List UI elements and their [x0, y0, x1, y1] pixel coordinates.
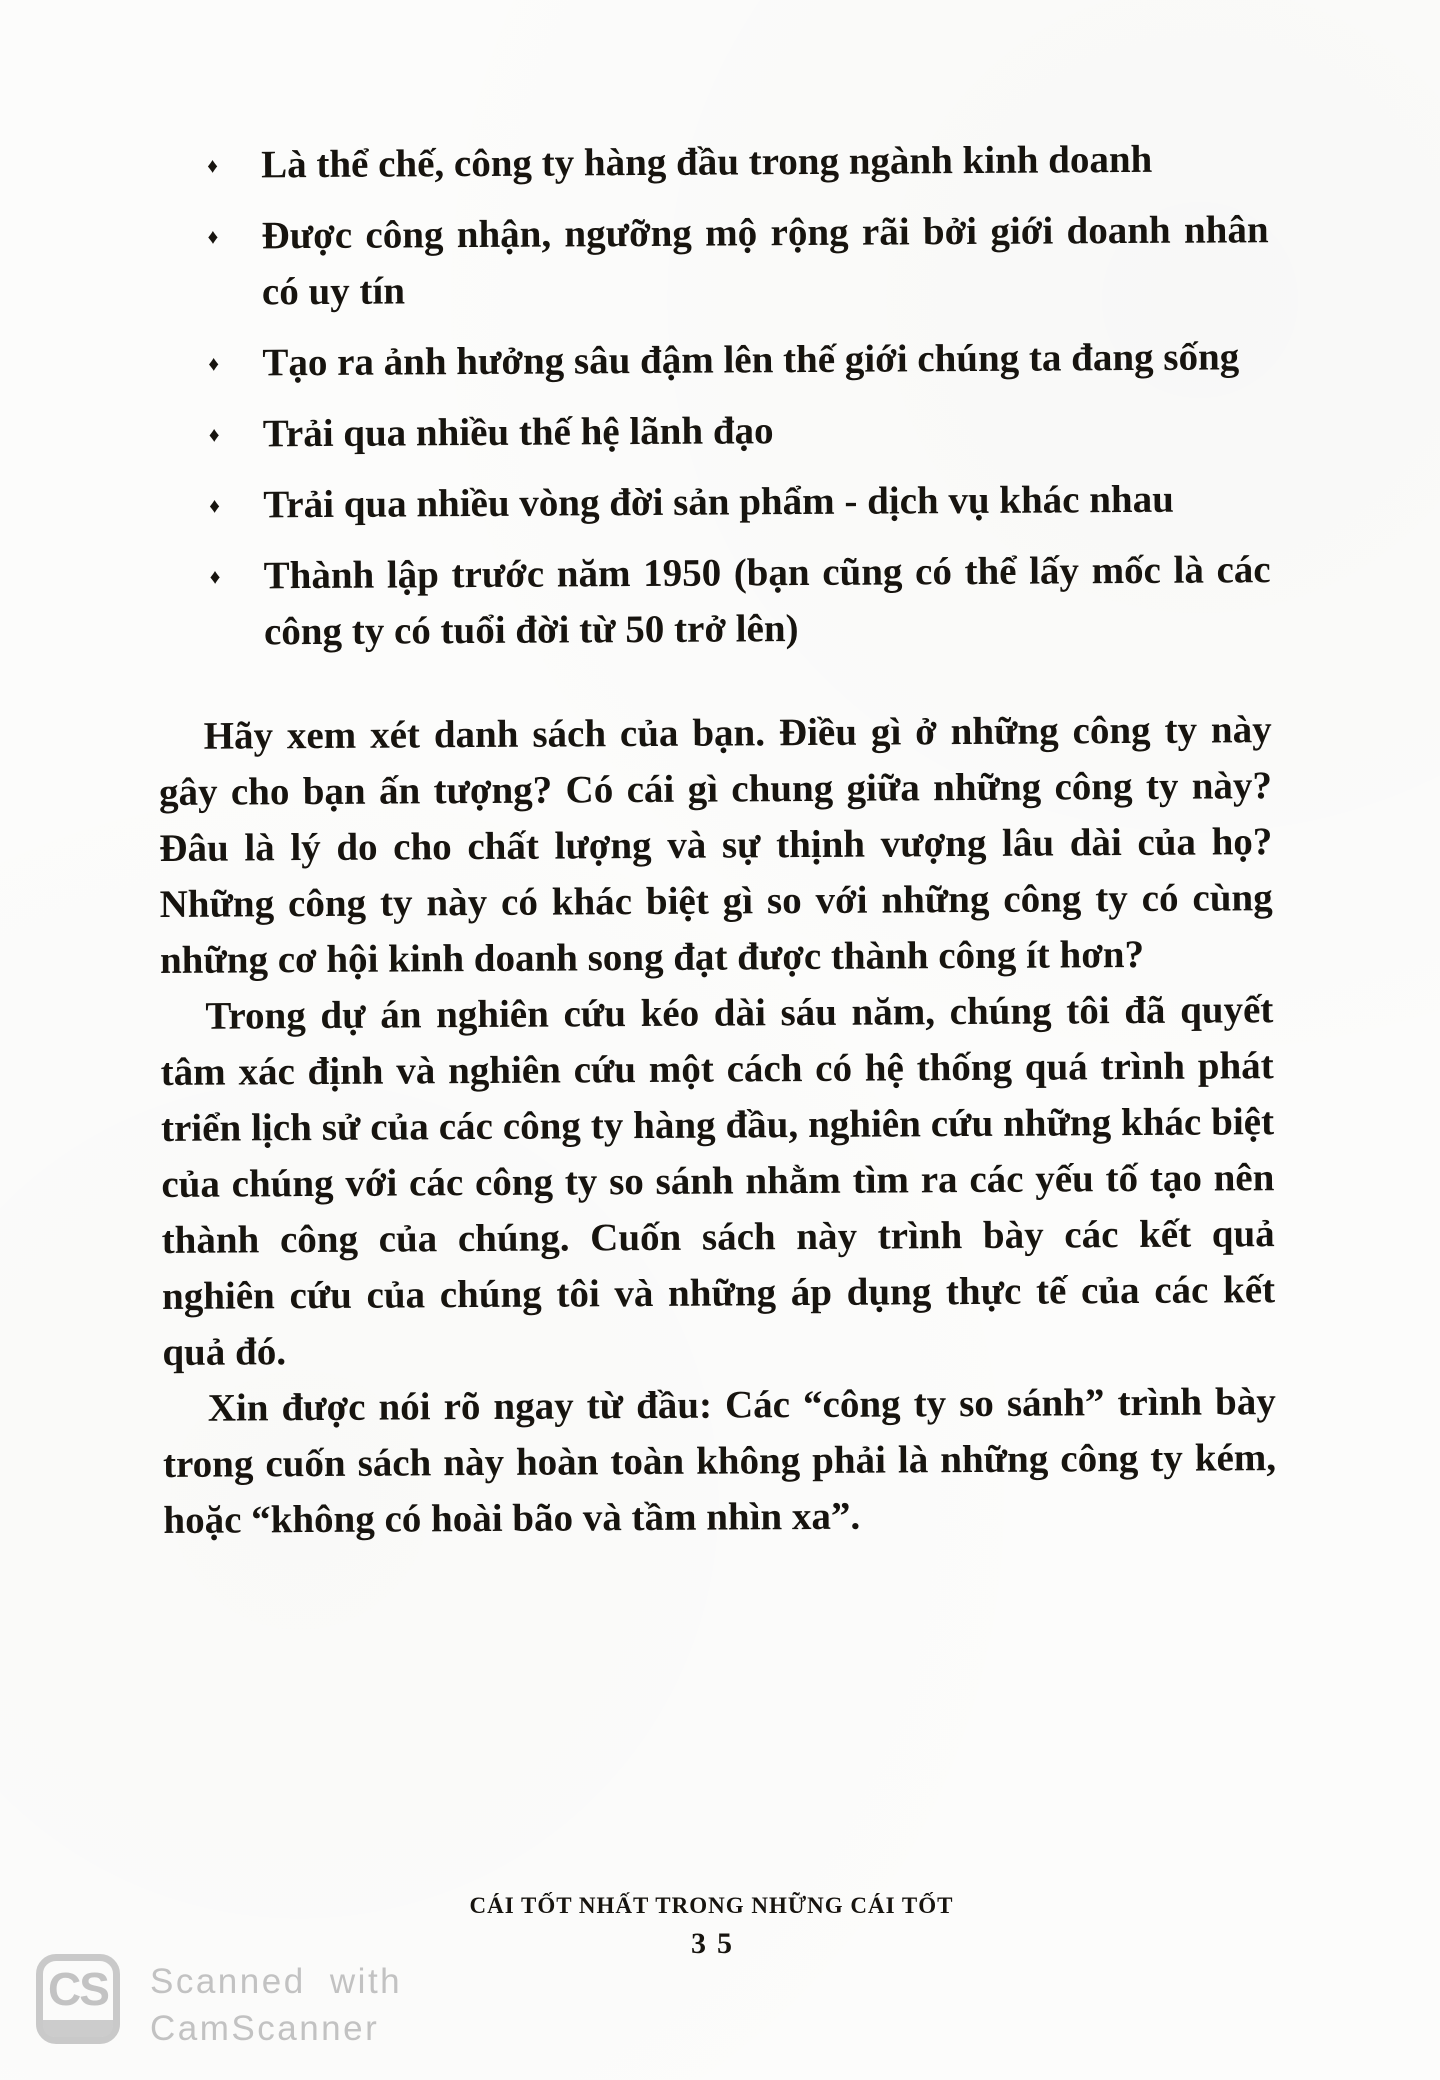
paragraph: Xin được nói rõ ngay từ đầu: Các “công ty so sánh” trình bày trong cuốn sách này hoàn toàn không phải là những công ty kém, hoặc “không có hoài bão và tầm nhìn xa”.	[162, 1380, 1277, 1542]
list-item	[157, 471, 1270, 534]
bullet-diamond-icon: ♦	[209, 493, 221, 518]
paragraph: Hãy xem xét danh sách của bạn. Điều gì ở những công ty này gây cho bạn ấn tượng? Có cái gì chung giữa những công ty này? Đâu là lý do cho chất lượng và sự thịnh vượng lâu dài của họ? Những công ty này có khác biệt gì so với những công ty có cùng những cơ hội kinh doanh song đạt được thành công ít hơn?	[158, 708, 1273, 982]
bullet-text: Thành lập trước năm 1950 (bạn cũng có thể lấy mốc là các công ty có tuổi đời từ 50 trở lên)	[263, 548, 1271, 654]
bullet-text: Trải qua nhiều vòng đời sản phẩm - dịch vụ khác nhau	[263, 477, 1174, 527]
cs-logo-initials: CS	[48, 1963, 108, 2015]
list-item	[155, 202, 1269, 321]
page-content	[155, 131, 1277, 1549]
page-footer	[155, 1893, 1268, 1961]
bullet-text: Được công nhận, ngưỡng mộ rộng rãi bởi giới doanh nhân có uy tín	[261, 208, 1269, 314]
bullet-diamond-icon: ♦	[208, 422, 220, 447]
bullet-text: Trải qua nhiều thế hệ lãnh đạo	[262, 409, 774, 456]
bullet-text: Là thể chế, công ty hàng đầu trong ngành kinh doanh	[261, 137, 1153, 187]
bullet-list	[155, 131, 1271, 661]
list-item	[158, 542, 1272, 661]
watermark-line2: CamScanner	[150, 2009, 380, 2048]
bullet-text: Tạo ra ảnh hưởng sâu đậm lên thế giới chúng ta đang sống	[262, 335, 1240, 385]
camscanner-logo-icon	[36, 1954, 120, 2044]
bullet-diamond-icon: ♦	[207, 153, 218, 178]
list-item	[157, 400, 1270, 463]
watermark-line1: Scanned with	[150, 1962, 403, 2001]
cs-logo-bar	[43, 2020, 113, 2037]
running-title: CÁI TỐT NHẤT TRONG NHỮNG CÁI TỐT	[469, 1893, 954, 1918]
page-number: 35	[691, 1927, 743, 1960]
body-paragraphs	[158, 702, 1276, 1549]
list-item	[155, 131, 1268, 194]
bullet-diamond-icon: ♦	[207, 224, 219, 249]
camscanner-watermark	[36, 1954, 402, 2052]
watermark-text	[150, 1958, 402, 2052]
bullet-diamond-icon: ♦	[208, 351, 220, 376]
list-item	[156, 329, 1269, 392]
bullet-diamond-icon: ♦	[209, 564, 221, 589]
paragraph: Trong dự án nghiên cứu kéo dài sáu năm, chúng tôi đã quyết tâm xác định và nghiên cứu một cách có hệ thống quá trình phát triển lịch sử của các công ty hàng đầu, nghiên cứu những khác biệt của chúng với các công ty so sánh nhằm tìm ra các yếu tố tạo nên thành công của chúng. Cuốn sách này trình bày các kết quả nghiên cứu của chúng tôi và những áp dụng thực tế của các kết quả đó.	[160, 988, 1276, 1374]
